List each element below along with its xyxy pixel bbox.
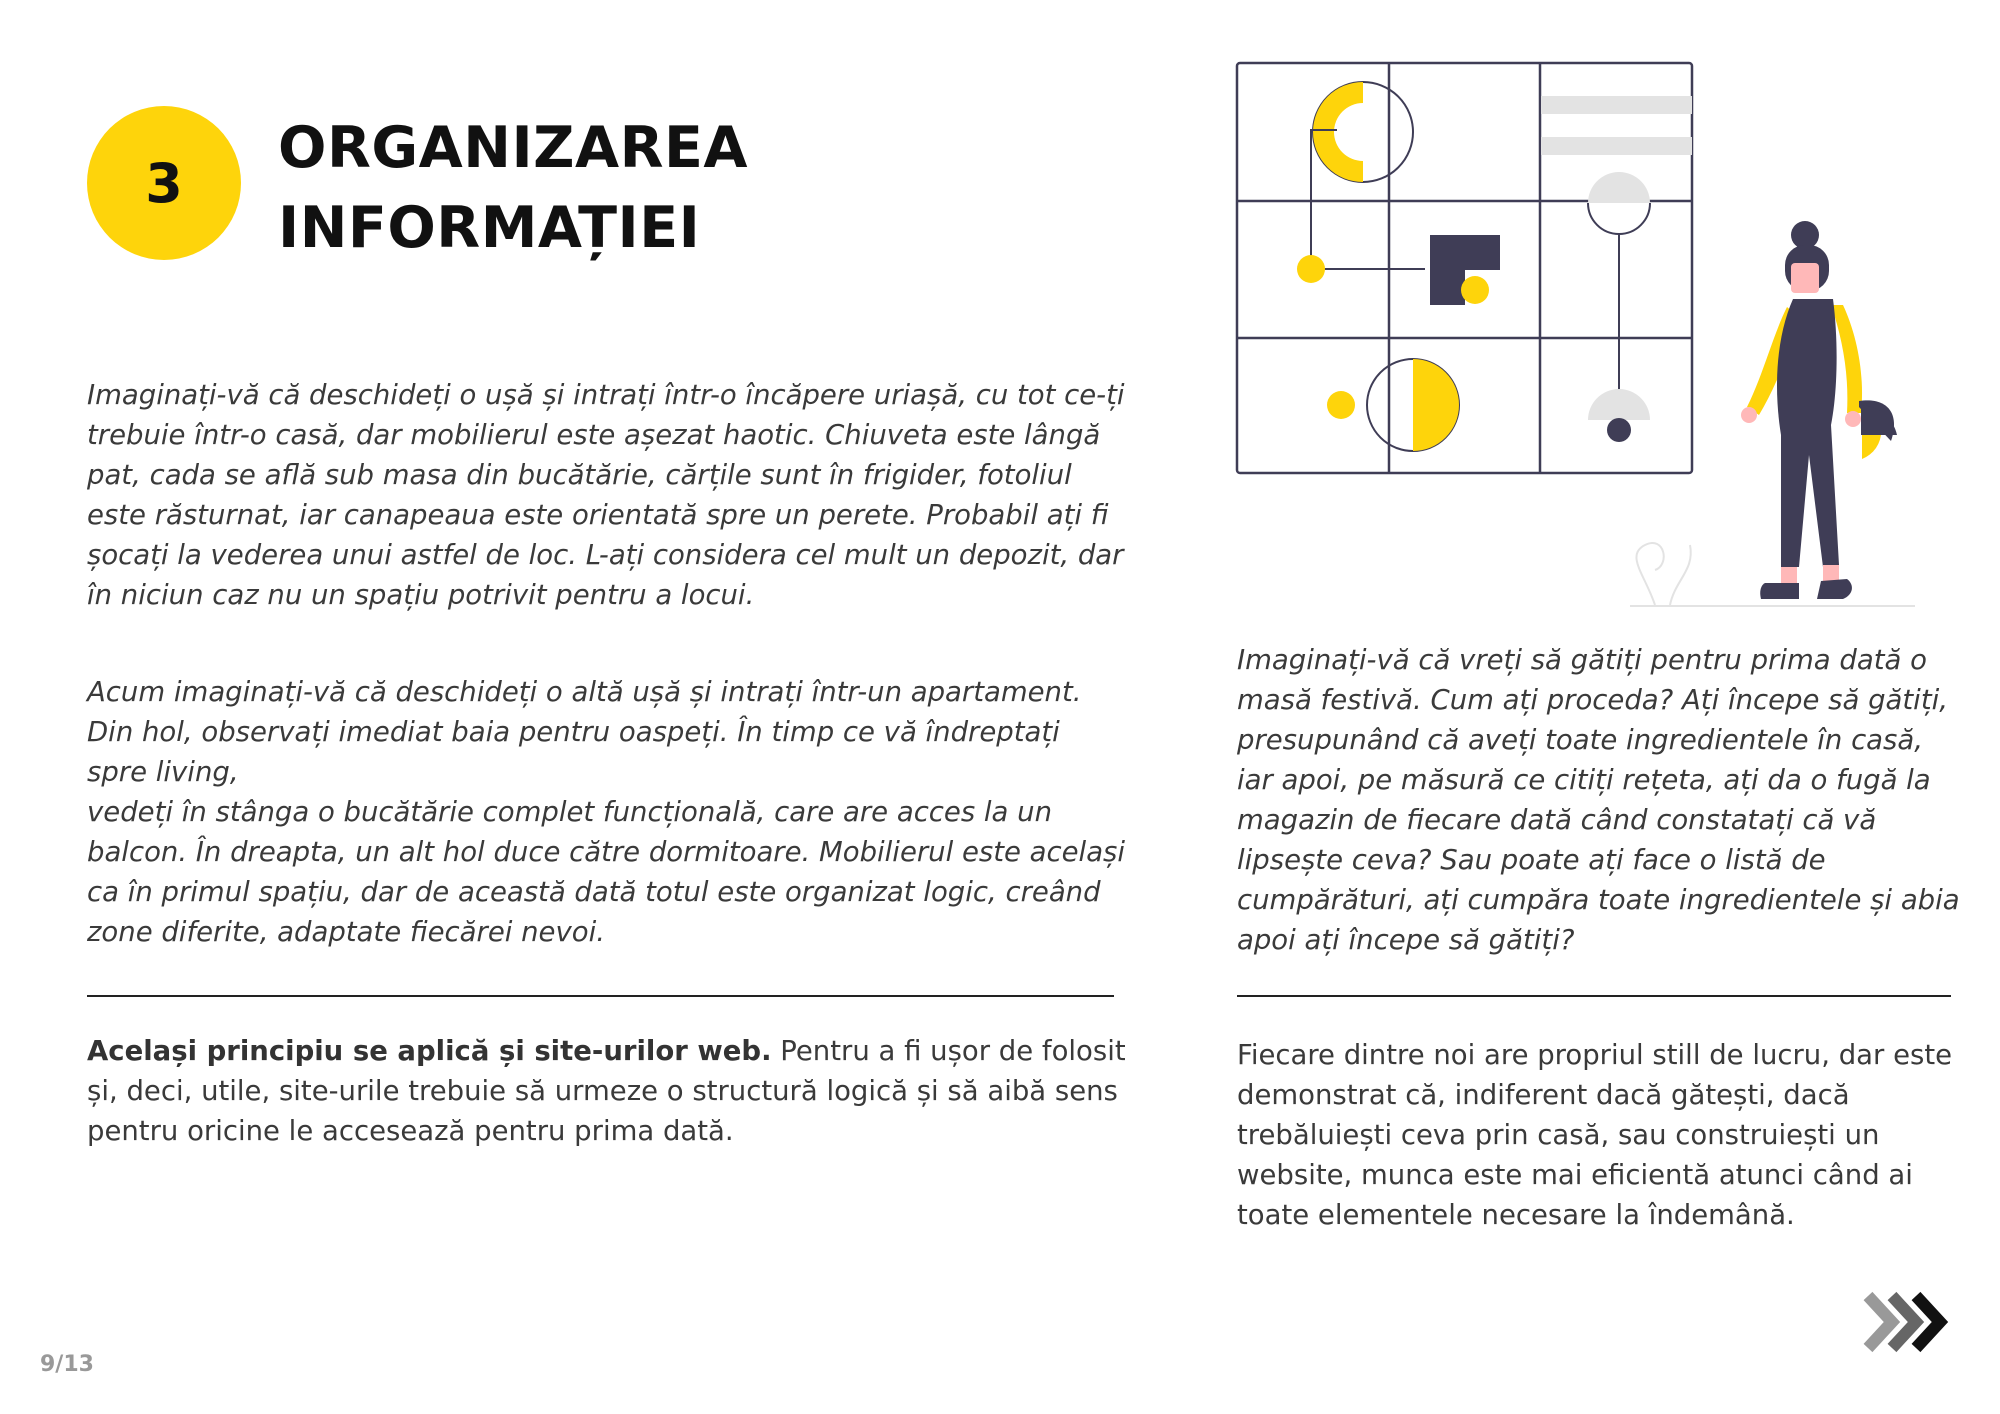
page-title-line1: ORGANIZAREA [278, 115, 749, 181]
section-number: 3 [145, 151, 183, 215]
pendulum-shape [1588, 172, 1650, 442]
left-paragraph-1: Imaginați-vă că deschideți o ușă și intrați într-o încăpere uriașă, cu tot ce-ți trebuie într-o casă, dar mobilierul este așezat haotic. Chiuveta este lângă pat, cada se află sub masa din bucătărie, cărțile sunt în frigider, fotoliul este răsturnat, iar canapeaua este orientată spre un perete. Probabil ați fi șocați la vederea unui astfel de loc. L-ați considera cel mult un depozit, dar în niciun caz nu un spațiu potrivit pentru a locui. [87, 379, 1125, 611]
left-paragraph-2-part1: Acum imaginați-vă că deschideți o altă ușă și intrați într-un apartament. Din hol, observați imediat baia pentru oaspeți. În timp ce vă îndreptați spre living, [87, 676, 1082, 788]
half-circle-shape-bottom [1327, 359, 1459, 451]
half-circle-shape-top [1313, 82, 1413, 182]
right-paragraph-2: Fiecare dintre noi are propriul still de lucru, dar este demonstrat că, indiferent dacă gătești, dacă trebăluiești ceva prin casă, sau construiești un website, munca este mai eficientă atunci când ai toate elementele necesare la îndemână. [1237, 1039, 1953, 1231]
page-title-line2: INFORMAȚIEI [278, 195, 701, 261]
left-divider [87, 995, 1114, 997]
left-paragraph-2 [87, 672, 1127, 952]
gray-bar-1 [1541, 96, 1692, 114]
woman-figure [1741, 221, 1897, 599]
right-paragraph-1: Imaginați-vă că vreți să gătiți pentru prima dată o masă festivă. Cum ați proceda? Ați începe să gătiți, presupunând că aveți toate ingredientele în casă, iar apoi, pe măsură ce citiți rețeta, ați da o fugă la magazin de fiecare dată când constatați că vă lipsește ceva? Sau poate ați face o listă de cumpărături, ați cumpăra toate ingredientele și abia apoi ați începe să gătiți? [1237, 644, 1960, 956]
right-divider [1237, 995, 1951, 997]
page-title [278, 108, 878, 268]
left-paragraph-3-bold: Același principiu se aplică și site-urilor web. [87, 1035, 772, 1067]
double-chevron-right-icon[interactable] [1858, 1290, 1950, 1354]
woman-organizing-grid-illustration [1225, 55, 1925, 620]
left-paragraph-3-rest: Pentru a fi ușor de folosit și, deci, utile, site-urile trebuie să urmeze o structură logică și să aibă sens pentru oricine le accesează pentru prima dată. [87, 1035, 1126, 1147]
dark-square-shape [1430, 235, 1500, 305]
gray-bar-2 [1541, 137, 1692, 155]
left-paragraph-2-part2: vedeți în stânga o bucătărie complet funcțională, care are acces la un balcon. În dreapta, un alt hol duce către dormitoare. Mobilierul este același ca în primul spațiu, dar de această dată totul este organizat logic, creând zone diferite, adaptate fiecărei nevoi. [87, 796, 1126, 948]
page-number: 9/13 [40, 1352, 94, 1377]
yellow-dot-left [1297, 255, 1325, 283]
left-paragraph-3 [87, 1031, 1127, 1151]
plant-doodle [1636, 543, 1690, 605]
section-number-badge [87, 106, 241, 260]
